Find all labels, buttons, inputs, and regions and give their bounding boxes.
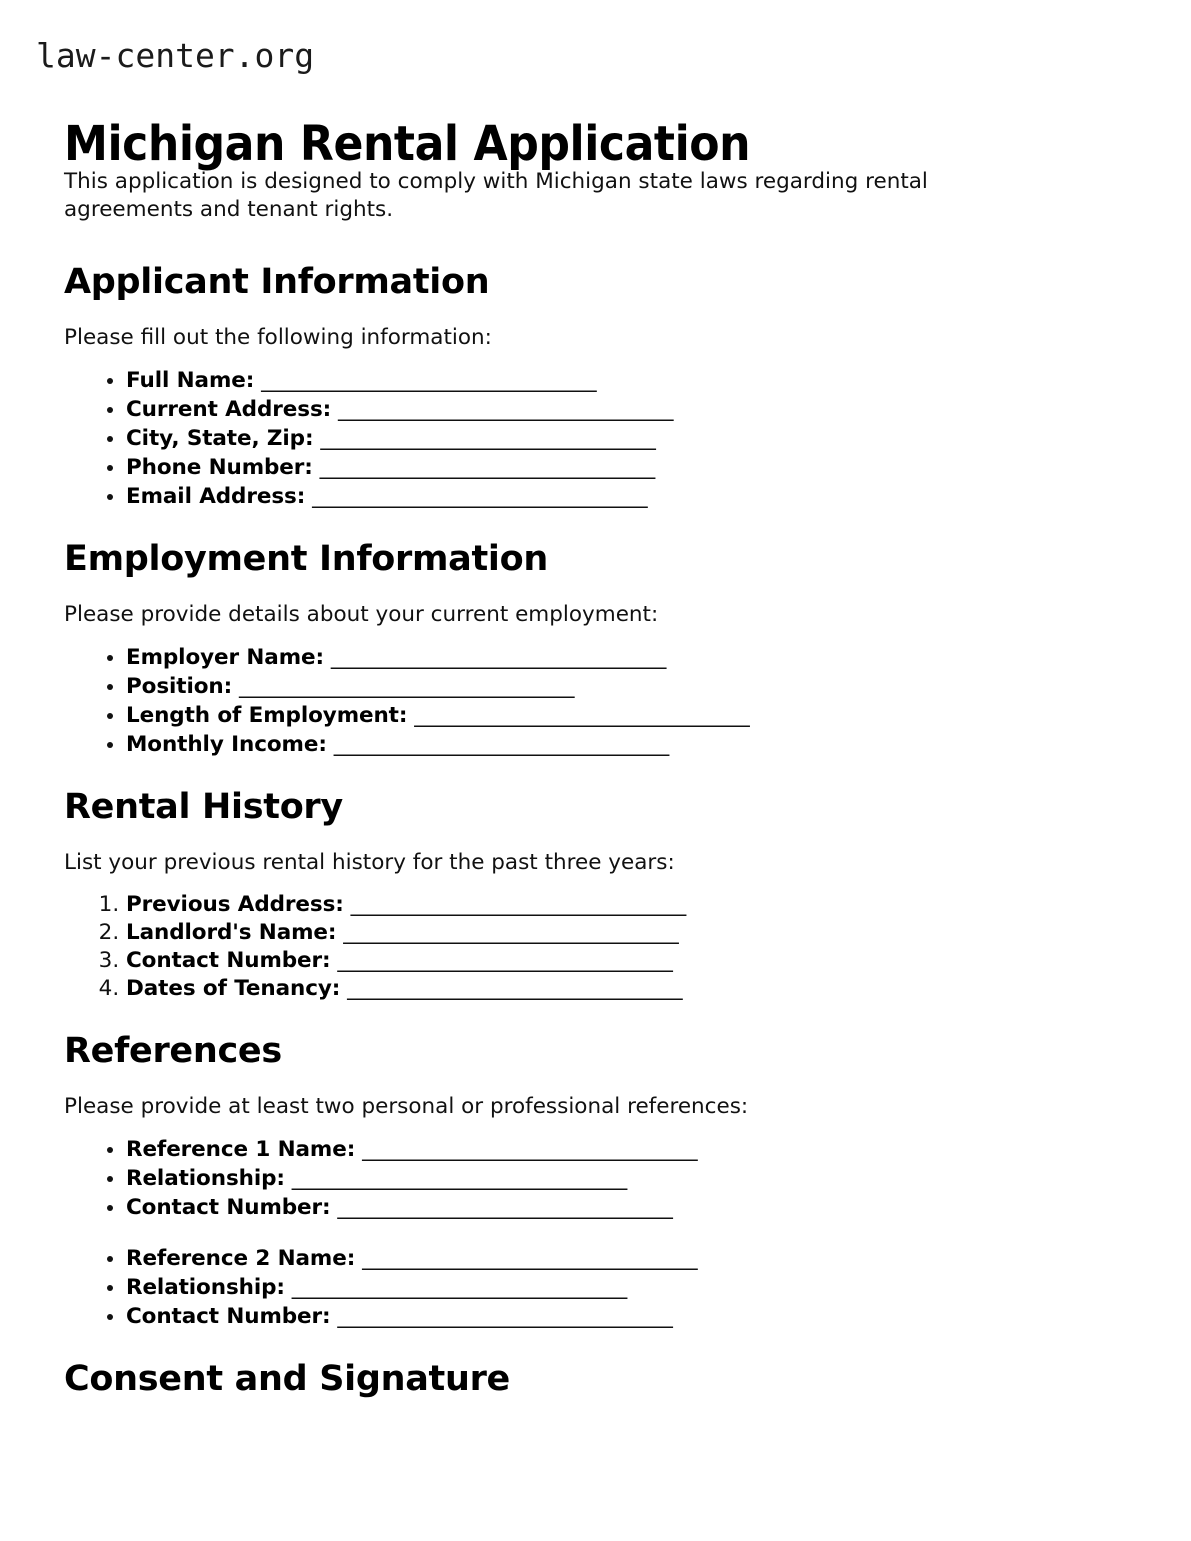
intro-paragraph: This application is designed to comply with Michigan state laws regarding rental agreements and tenant rights. xyxy=(64,169,928,222)
field-label: Phone Number: xyxy=(126,455,313,480)
page-title: Michigan Rental Application xyxy=(64,116,751,173)
field-label: Reference 1 Name: xyxy=(126,1137,356,1162)
list-item xyxy=(126,643,1064,672)
field-label: Contact Number: xyxy=(126,1195,331,1220)
list-item xyxy=(126,701,1064,730)
field-label: Length of Employment: xyxy=(126,703,408,728)
list-item xyxy=(126,1193,1064,1222)
section-heading-applicant-information: Applicant Information xyxy=(64,262,490,302)
spacer xyxy=(64,352,1064,366)
field-label: City, State, Zip: xyxy=(126,426,314,451)
field-rule[interactable]: _________________________________ xyxy=(333,732,669,757)
list-item xyxy=(126,1244,1064,1273)
spacer xyxy=(64,829,1064,849)
employment-field-list xyxy=(64,643,1064,759)
section-heading-consent-and-signature: Consent and Signature xyxy=(64,1359,510,1399)
field-rule[interactable]: _________________________________ xyxy=(330,645,666,670)
list-item xyxy=(126,730,1064,759)
section-heading-employment-information: Employment Information xyxy=(64,539,548,579)
field-rule[interactable]: _________________________________ xyxy=(337,397,673,422)
field-label: Full Name: xyxy=(126,368,255,393)
spacer xyxy=(64,511,1064,537)
field-rule[interactable]: _________________________________ xyxy=(343,920,679,945)
field-rule[interactable]: _________________________________ xyxy=(337,1195,673,1220)
field-label: Email Address: xyxy=(126,484,306,509)
field-rule[interactable]: _________________________________ xyxy=(291,1166,627,1191)
field-rule[interactable]: _________________________________ xyxy=(362,1137,698,1162)
list-item xyxy=(126,919,1064,947)
spacer xyxy=(64,629,1064,643)
spacer xyxy=(64,877,1064,891)
list-group-spacer xyxy=(126,1222,1064,1244)
field-rule[interactable]: _________________________________ xyxy=(347,976,683,1001)
list-item xyxy=(126,366,1064,395)
list-item xyxy=(126,1302,1064,1331)
spacer xyxy=(64,304,1064,324)
field-label: Contact Number: xyxy=(126,1304,331,1329)
list-item xyxy=(126,672,1064,701)
field-rule[interactable]: _________________________________ xyxy=(312,484,648,509)
field-rule[interactable]: _________________________________ xyxy=(350,892,686,917)
field-rule[interactable]: _________________________________ xyxy=(320,426,656,451)
spacer xyxy=(64,224,1064,260)
section-heading-references: References xyxy=(64,1031,282,1071)
field-label: Employer Name: xyxy=(126,645,324,670)
field-label: Contact Number: xyxy=(126,948,331,973)
list-item xyxy=(126,1273,1064,1302)
list-item xyxy=(126,395,1064,424)
field-label: Position: xyxy=(126,674,233,699)
spacer xyxy=(64,1003,1064,1029)
spacer xyxy=(64,759,1064,785)
spacer xyxy=(64,1121,1064,1135)
field-rule[interactable]: _________________________________ xyxy=(291,1275,627,1300)
field-rule[interactable]: _________________________________ xyxy=(362,1246,698,1271)
list-item xyxy=(126,947,1064,975)
spacer xyxy=(64,1331,1064,1357)
references-field-list xyxy=(64,1135,1064,1331)
document-body xyxy=(64,168,1064,1401)
applicant-instruction: Please fill out the following information: xyxy=(64,325,492,350)
references-instruction: Please provide at least two personal or professional references: xyxy=(64,1094,749,1119)
list-item xyxy=(126,891,1064,919)
site-label: law-center.org xyxy=(36,36,315,75)
section-heading-rental-history: Rental History xyxy=(64,787,343,827)
field-label: Relationship: xyxy=(126,1275,285,1300)
list-item xyxy=(126,975,1064,1003)
field-rule[interactable]: _________________________________ xyxy=(261,368,597,393)
field-rule[interactable]: _________________________________ xyxy=(238,674,574,699)
list-item xyxy=(126,453,1064,482)
applicant-field-list xyxy=(64,366,1064,511)
list-item xyxy=(126,424,1064,453)
field-label: Monthly Income: xyxy=(126,732,327,757)
field-rule[interactable]: _________________________________ xyxy=(337,1304,673,1329)
rental-history-instruction: List your previous rental history for the past three years: xyxy=(64,850,675,875)
rental-history-field-list xyxy=(64,891,1064,1003)
field-rule[interactable]: _________________________________ xyxy=(337,948,673,973)
field-label: Relationship: xyxy=(126,1166,285,1191)
list-item xyxy=(126,482,1064,511)
list-item xyxy=(126,1135,1064,1164)
field-label: Previous Address: xyxy=(126,892,344,917)
field-rule[interactable]: _________________________________ xyxy=(414,703,750,728)
field-label: Reference 2 Name: xyxy=(126,1246,356,1271)
spacer xyxy=(64,1073,1064,1093)
spacer xyxy=(64,581,1064,601)
list-item xyxy=(126,1164,1064,1193)
field-label: Landlord's Name: xyxy=(126,920,337,945)
field-label: Current Address: xyxy=(126,397,332,422)
employment-instruction: Please provide details about your current employment: xyxy=(64,602,659,627)
field-rule[interactable]: _________________________________ xyxy=(319,455,655,480)
field-label: Dates of Tenancy: xyxy=(126,976,341,1001)
